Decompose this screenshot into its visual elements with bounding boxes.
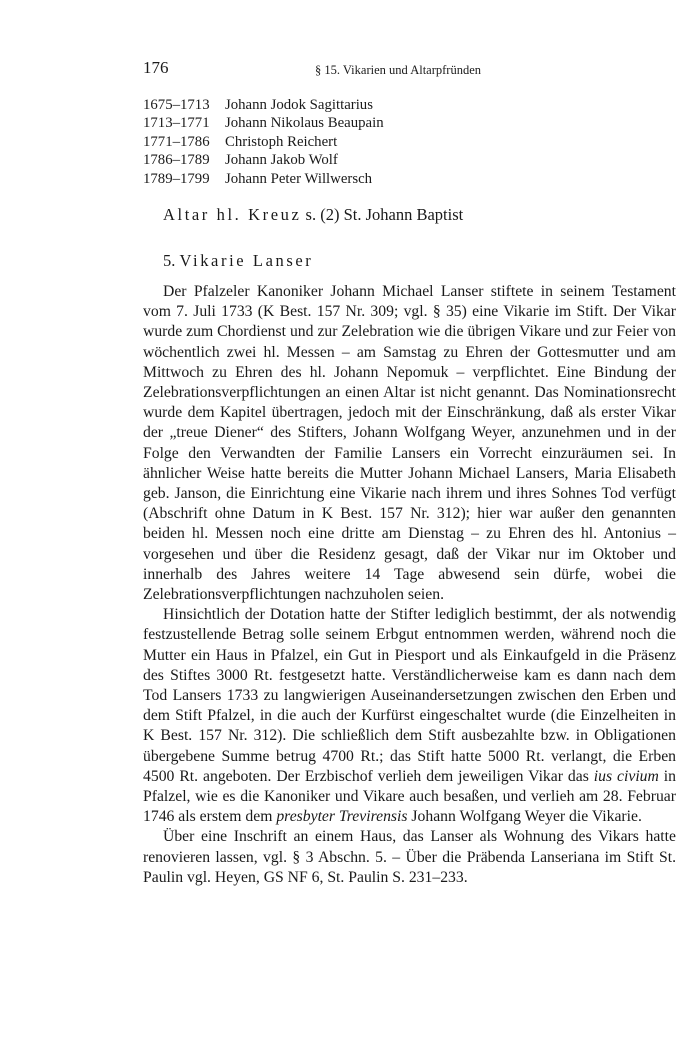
vicar-years: 1789–1799 [143,170,210,187]
paragraph-text: Hinsichtlich der Dotation hatte der Stifter lediglich bestimmt, der als notwendig festzustellende Betrag solle seinem Erbgut entnommen werden, während noch die Mutter ein Haus in Pfalzel, ein Gut in Piesport und als Einkaufgeld in die Präsenz des Stiftes 3000 Rt. festgesetzt hatte. Verständlicherweise kam es dann nach dem Tod Lansers 1733 zu langwierigen Auseinandersetzungen zwischen den Erben und dem Stift Pfalzel, in die auch der Kurfürst eingeschaltet wurde (die Einzelheiten in K Best. 157 Nr. 312). Die schließlich dem Stift ausbezahlte bzw. in Obligationen übergebene Summe betrug 4700 Rt.; das Stift hatte 5000 Rt. verlangt, die Erben 4500 Rt. angeboten. Der Erzbischof verlieh dem jeweiligen Vikar das [143,606,676,785]
vicar-row [143,133,384,151]
vicar-years: 1771–1786 [143,133,210,150]
vicar-name: Johann Peter Willwersch [225,170,373,187]
vicar-years: 1786–1789 [143,152,210,169]
paragraph-foundation: Der Pfalzeler Kanoniker Johann Michael Lanser stiftete in seinem Testament vom 7. Juli 1733 (K Best. 157 Nr. 309; vgl. § 35) eine Vikarie im Stift. Der Vikar wurde zum Chordienst und zur Zelebration wie die übrigen Vikare und zur Feier von wöchentlich zwei hl. Messen – am Samstag zu Ehren der Gottesmutter und am Mittwoch zu Ehren des hl. Johann Nepomuk – verpflichtet. Eine Bindung der Zelebrationsverpflichtungen an einen Altar ist nicht genannt. Das Nominationsrecht wurde dem Kapitel übertragen, jedoch mit der Einschränkung, daß als erster Vikar der „treue Diener“ des Stifters, Johann Wolfgang Weyer, anzunehmen und in der Folge den Verwandten der Familie Lansers ein Vorrecht einzuräumen sei. In ähnlicher Weise hatte bereits die Mutter Johann Michael Lansers, Maria Elisabeth geb. Janson, die Einrichtung eine Vikarie nach ihrem und ihres Sohnes Tod verfügt (Abschrift ohne Datum in K Best. 157 Nr. 312); hier war außer den genannten beiden hl. Messen noch eine dritte am Dienstag – zu Ehren des hl. Antonius – vorgesehen und über die Residenz gesagt, daß der Vikar nur im Oktober und innerhalb des Jahres weitere 14 Tage abwesend sein dürfe, wobei die Zelebrationsverpflichtungen nachzuholen seien. [143,283,676,604]
paragraph-text: in Pfalzel, wie es die Kanoniker und Vikare auch besaßen, und verlieh am 28. Februar 1746 als erstem dem [143,767,677,826]
vicar-name: Christoph Reichert [225,133,338,150]
paragraph-inscription: Über eine Inschrift an einem Haus, das Lanser als Wohnung des Vikars hatte renovieren lassen, vgl. § 3 Abschn. 5. – Über die Präbenda Lanseriana im Stift St. Paulin vgl. Heyen, GS NF 6, St. Paulin S. 231–233. [143,828,676,886]
body-text [143,282,676,888]
section-heading [163,251,313,271]
page-number: 176 [143,58,169,77]
paragraph-text: Johann Wolfgang Weyer die Vikarie. [407,808,642,826]
vicar-years: 1713–1771 [143,115,210,132]
vicar-list [143,96,384,188]
vicar-name: Johann Jakob Wolf [225,152,338,169]
vicar-row [143,114,384,132]
vicar-row [143,151,384,169]
vicar-name: Johann Nikolaus Beaupain [225,115,384,132]
latin-term: presbyter Trevirensis [276,808,408,826]
latin-term: ius civium [593,767,659,785]
running-title: § 15. Vikarien und Altarpfründen [315,63,481,77]
vicar-name: Johann Jodok Sagittarius [225,97,373,113]
vicar-years: 1675–1713 [143,97,210,113]
vicar-row [143,96,384,114]
paragraph-dotation [143,605,676,827]
altar-heading [163,205,463,225]
vicar-row [143,170,384,188]
section-title: Vikarie Lanser [179,251,314,270]
altar-heading-reference: s. (2) St. Johann Baptist [301,205,464,224]
section-number: 5. [163,251,180,270]
altar-heading-title: Altar hl. Kreuz [163,205,302,224]
